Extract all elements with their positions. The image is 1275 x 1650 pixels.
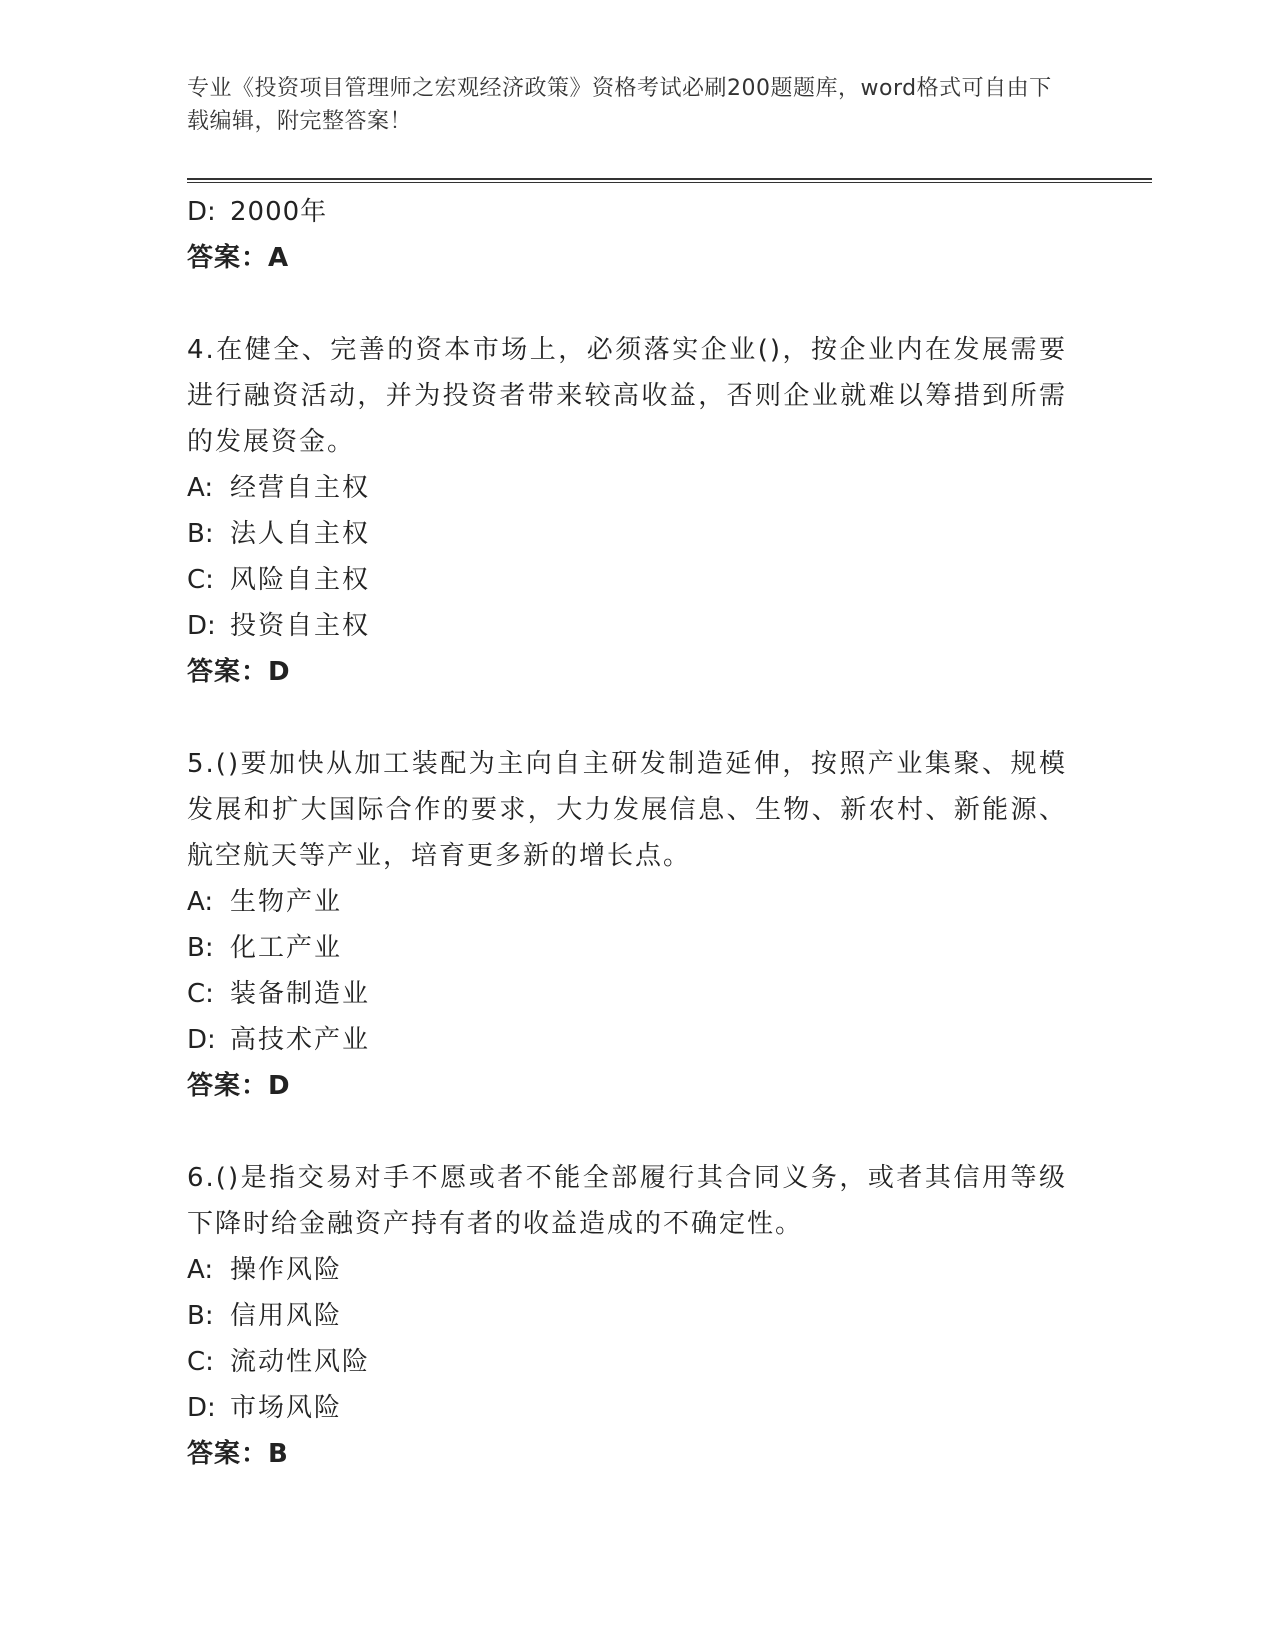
option-letter: D: xyxy=(187,1025,216,1055)
spacer xyxy=(187,1109,1067,1155)
option-letter: D: xyxy=(187,611,216,641)
option-a xyxy=(187,879,1067,925)
option-d xyxy=(187,1385,1067,1431)
option-text: 风险自主权 xyxy=(230,565,371,595)
question-text: 6.()是指交易对手不愿或者不能全部履行其合同义务，或者其信用等级下降时给金融资产持有者的收益造成的不确定性。 xyxy=(187,1163,1067,1239)
option-c xyxy=(187,1339,1067,1385)
question-5 xyxy=(187,741,1067,1109)
question-text: 5.()要加快从加工装配为主向自主研发制造延伸，按照产业集聚、规模发展和扩大国际合作的要求，大力发展信息、生物、新农村、新能源、航空航天等产业，培育更多新的增长点。 xyxy=(187,749,1067,871)
option-text: 化工产业 xyxy=(230,933,343,963)
header-text: 专业《投资项目管理师之宏观经济政策》资格考试必刷200题题库，word格式可自由下载编辑，附完整答案！ xyxy=(187,76,1052,134)
option-text: 法人自主权 xyxy=(230,519,371,549)
question-6 xyxy=(187,1155,1067,1477)
continued-option-d xyxy=(187,189,1067,235)
option-letter: B: xyxy=(187,519,214,549)
option-c xyxy=(187,557,1067,603)
option-text: 流动性风险 xyxy=(230,1347,371,1377)
option-b xyxy=(187,925,1067,971)
option-letter: A: xyxy=(187,887,214,917)
option-letter: B: xyxy=(187,933,214,963)
option-text: 信用风险 xyxy=(230,1301,343,1331)
option-a xyxy=(187,465,1067,511)
question-text: 4.在健全、完善的资本市场上，必须落实企业()，按企业内在发展需要进行融资活动，并为投资者带来较高收益，否则企业就难以筹措到所需的发展资金。 xyxy=(187,335,1067,457)
option-text: 市场风险 xyxy=(230,1393,343,1423)
spacer xyxy=(187,695,1067,741)
option-text: 2000年 xyxy=(230,197,328,227)
answer: 答案：B xyxy=(187,1439,289,1469)
option-text: 投资自主权 xyxy=(230,611,371,641)
option-b xyxy=(187,1293,1067,1339)
question-4 xyxy=(187,327,1067,695)
option-a xyxy=(187,1247,1067,1293)
option-text: 高技术产业 xyxy=(230,1025,371,1055)
option-b xyxy=(187,511,1067,557)
option-text: 经营自主权 xyxy=(230,473,371,503)
option-text: 操作风险 xyxy=(230,1255,343,1285)
option-text: 生物产业 xyxy=(230,887,343,917)
continued-answer: 答案：A xyxy=(187,243,290,273)
spacer xyxy=(187,281,1067,327)
option-letter: C: xyxy=(187,979,214,1009)
option-c xyxy=(187,971,1067,1017)
document-body xyxy=(187,189,1067,1477)
option-letter: B: xyxy=(187,1301,214,1331)
option-letter: D: xyxy=(187,1393,216,1423)
option-letter: A: xyxy=(187,473,214,503)
option-letter: C: xyxy=(187,565,214,595)
header-rule-thick xyxy=(187,178,1152,180)
option-d xyxy=(187,603,1067,649)
option-letter: C: xyxy=(187,1347,214,1377)
option-d xyxy=(187,1017,1067,1063)
option-letter: A: xyxy=(187,1255,214,1285)
option-letter: D: xyxy=(187,197,216,227)
option-text: 装备制造业 xyxy=(230,979,371,1009)
header-rule-thin xyxy=(187,182,1152,183)
document-header xyxy=(187,72,1067,138)
answer: 答案：D xyxy=(187,1071,291,1101)
answer: 答案：D xyxy=(187,657,291,687)
